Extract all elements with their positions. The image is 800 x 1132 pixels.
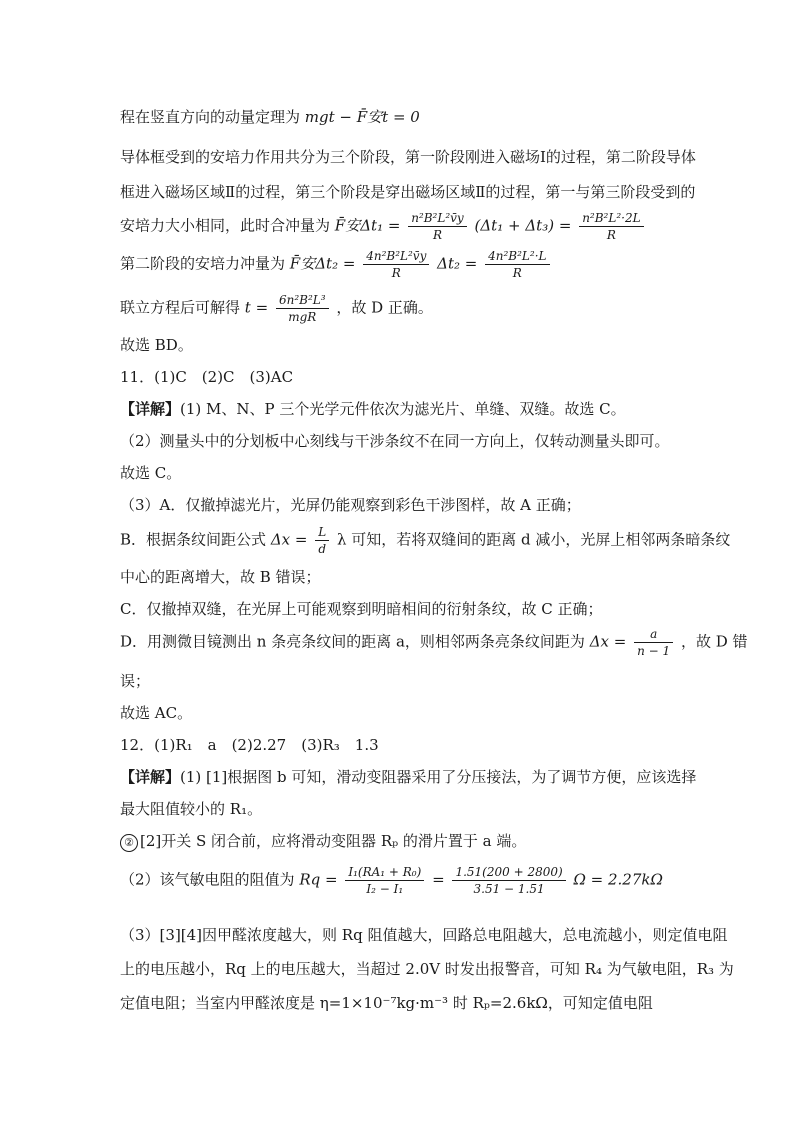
fraction <box>345 864 424 897</box>
fraction <box>363 248 429 281</box>
detail-tag: 【详解】 <box>120 768 181 786</box>
numerator: I₁(RA₁ + R₀) <box>345 864 424 881</box>
line-paragraph: 中心的距离增大，故 B 错误； <box>120 568 321 586</box>
formula: Rq = <box>299 870 338 889</box>
numerator: n²B²L²·2L <box>579 210 643 227</box>
fraction <box>452 864 565 897</box>
denominator: I₂ − I₁ <box>366 882 404 896</box>
line-paragraph: （2）测量头中的分划板中心刻线与干涉条纹不在同一方向上，仅转动测量头即可。 <box>120 432 670 450</box>
fraction <box>579 210 643 243</box>
line-text: [2]开关 S 闭合前，应将滑动变阻器 Rₚ 的滑片置于 a 端。 <box>140 832 527 850</box>
line-paragraph: 最大阻值较小的 R₁。 <box>120 800 263 818</box>
denominator: R <box>432 228 442 242</box>
line-micrometer <box>120 626 748 659</box>
detail-tag: 【详解】 <box>120 400 181 418</box>
line-detail <box>120 398 626 420</box>
line-text: 安培力大小相同，此时合冲量为 <box>120 216 331 235</box>
formula: F̄安Δt₂ = <box>289 254 356 273</box>
fraction <box>408 210 467 243</box>
numerator: n²B²L²v̄y <box>408 210 467 227</box>
numerator: 6n²B²L³ <box>276 292 329 309</box>
line-text: λ 可知，若将双缝间的距离 d 减小，光屏上相邻两条暗条纹 <box>336 530 731 549</box>
line-paragraph: 上的电压越小，Rq 上的电压越大，当超过 2.0V 时发出报警音，可知 R₄ 为气敏电阻，R₃ 为 <box>120 960 734 978</box>
line-text: (1) [1]根据图 b 可知，滑动变阻器采用了分压接法，为了调节方便，应该选择 <box>180 768 697 786</box>
line-paragraph: C．仅撤掉双缝，在光屏上可能观察到明暗相间的衍射条纹，故 C 正确； <box>120 600 603 618</box>
circled-number: ② <box>120 834 138 852</box>
formula: t = <box>244 298 269 317</box>
denominator: R <box>606 228 616 242</box>
formula: = <box>432 870 445 889</box>
line-paragraph: 误； <box>120 672 151 690</box>
formula: Δx = <box>589 632 627 651</box>
formula: F̄安Δt₁ = <box>334 216 401 235</box>
numerator: a <box>634 626 673 643</box>
denominator: R <box>391 266 401 280</box>
line-text: （2）该气敏电阻的阻值为 <box>120 870 295 889</box>
fraction <box>485 248 549 281</box>
line-momentum-theorem <box>120 106 420 128</box>
line-detail <box>120 766 696 788</box>
denominator: d <box>318 542 327 556</box>
line-question-answers: 12．(1)R₁ a (2)2.27 (3)R₃ 1.3 <box>120 736 379 754</box>
line-text: ，故 D 错 <box>680 632 748 651</box>
line-total-impulse <box>120 210 647 243</box>
numerator: L <box>315 524 329 541</box>
denominator: 3.51 − 1.51 <box>473 882 545 896</box>
line-answer: 故选 C。 <box>120 464 182 482</box>
line-text: (1) M、N、P 三个光学元件依次为滤光片、单缝、双缝。故选 C。 <box>180 400 626 418</box>
line-answer: 故选 BD。 <box>120 336 193 354</box>
line-solution <box>120 292 433 325</box>
line-text: D．用测微目镜测出 n 条亮条纹间的距离 a，则相邻两条亮条纹间距为 <box>120 632 585 651</box>
line-paragraph: （3）[3][4]因甲醛浓度越大，则 Rq 阻值越大，回路总电阻越大，总电流越小，则定值电阻 <box>120 926 728 944</box>
line-second-stage-impulse <box>120 248 553 281</box>
denominator: R <box>512 266 522 280</box>
denominator: mgR <box>288 310 317 324</box>
line-text: B．根据条纹间距公式 <box>120 530 267 549</box>
formula: Δt₂ = <box>437 254 478 273</box>
numerator: 4n²B²L²v̄y <box>363 248 429 265</box>
denominator: n − 1 <box>637 644 671 658</box>
line-text: 程在竖直方向的动量定理为 <box>120 108 301 126</box>
fraction <box>634 626 673 659</box>
fraction <box>276 292 329 325</box>
formula: Δx = <box>270 530 308 549</box>
line-question-answers: 11．(1)C (2)C (3)AC <box>120 368 294 386</box>
fraction <box>315 524 329 557</box>
numerator: 1.51(200 + 2800) <box>452 864 565 881</box>
line-text: 第二阶段的安培力冲量为 <box>120 254 286 273</box>
line-fringe-formula <box>120 524 730 557</box>
line-resistance-formula <box>120 864 663 897</box>
line-text: 联立方程后可解得 <box>120 298 241 317</box>
line-paragraph: 导体框受到的安培力作用共分为三个阶段，第一阶段刚进入磁场Ⅰ的过程，第二阶段导体 <box>120 148 696 166</box>
formula: (Δt₁ + Δt₃) = <box>474 216 572 235</box>
line-paragraph: （3）A．仅撤掉滤光片，光屏仍能观察到彩色干涉图样，故 A 正确； <box>120 496 581 514</box>
formula: mgt − F̄安t = 0 <box>304 108 420 126</box>
line-paragraph: 定值电阻；当室内甲醛浓度是 η=1×10⁻⁷kg·m⁻³ 时 Rₚ=2.6kΩ，可知定值电阻 <box>120 994 653 1012</box>
numerator: 4n²B²L²·L <box>485 248 549 265</box>
line-paragraph: 框进入磁场区域Ⅱ的过程，第三个阶段是穿出磁场区域Ⅱ的过程，第一与第三阶段受到的 <box>120 183 696 201</box>
line-answer: 故选 AC。 <box>120 704 193 722</box>
formula: Ω = 2.27kΩ <box>573 870 663 889</box>
line-paragraph <box>120 830 526 852</box>
line-text: ，故 D 正确。 <box>336 298 433 317</box>
